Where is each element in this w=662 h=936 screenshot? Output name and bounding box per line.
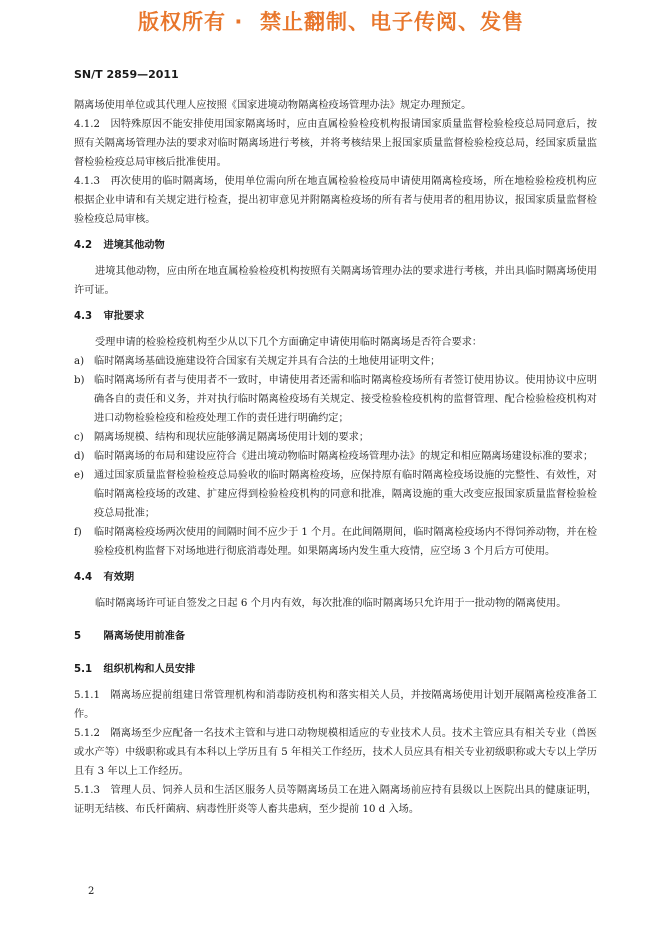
list-item-label: f) [74,527,82,538]
list-item [74,447,597,466]
section-title: 进境其他动物 [103,240,165,251]
list-item-text: 临时隔离场的布局和建设应符合《进出境动物临时隔离检疫场管理办法》的规定和相应隔离场建设标准的要求； [94,451,594,462]
list-item [74,352,597,371]
watermark: 版权所有 · 禁止翻制、电子传阅、发售 [138,10,524,34]
paragraph: 临时隔离场许可证自签发之日起 6 个月内有效，每次批准的临时隔离场只允许用于一批动物的隔离使用。 [95,598,567,609]
list-item-text: 临时隔离检疫场两次使用的间隔时间不应少于 1 个月。在此间隔期间，临时隔离检疫场内不得饲养动物，并在检验检疫机构监督下对场地进行彻底消毒处理。如果隔离场内发生重大疫情，应空场 3 个月后方可使用。 [94,527,597,557]
list-item [74,466,597,523]
list-item-label: d) [74,451,85,462]
section-number: 5.1 [74,664,93,675]
section-number: 5 [74,631,82,642]
list-item-text: 临时隔离场所有者与使用者不一致时，申请使用者还需和临时隔离检疫场所有者签订使用协议。使用协议中应明确各自的责任和义务，并对执行临时隔离检疫场有关规定、接受检验检疫机构的监督管理、配合检验检疫机构对进口动物检验检疫和检疫处理工作的责任进行明确约定； [94,375,597,424]
section-number: 4.2 [74,240,93,251]
list-item-text: 通过国家质量监督检验检疫总局验收的临时隔离检疫场，应保持原有临时隔离检疫场设施的完整性、有效性，对临时隔离检疫场的改建、扩建应得到检验检疫机构的同意和批准，隔离设施的重大改变应报国家质量监督检验检疫总局批准； [94,470,597,519]
paragraph: 5.1.2 隔离场至少应配备一名技术主管和与进口动物规模相适应的专业技术人员。技术主管应具有相关专业（兽医或水产等）中级职称或具有本科以上学历且有 5 年相关工作经历，技术人员应具有相关专业初级职称或大专以上学历且有 3 年以上工作经历。 [74,728,597,777]
list-item-label: b) [74,375,85,386]
section-heading [74,236,597,255]
list-item-text: 临时隔离场基础设施建设符合国家有关规定并具有合法的土地使用证明文件； [94,356,441,367]
section-heading [74,307,597,326]
paragraph: 5.1.3 管理人员、饲养人员和生活区服务人员等隔离场员工在进入隔离场前应持有县级以上医院出具的健康证明，证明无结核、布氏杆菌病、病毒性肝炎等人畜共患病，至少提前 10 d 入场。 [74,785,597,815]
section-heading [74,568,597,587]
list-item-label: c) [74,432,84,443]
paragraph: 5.1.1 隔离场应提前组建日常管理机构和消毒防疫机构和落实相关人员，并按隔离场使用计划开展隔离检疫准备工作。 [74,690,597,720]
section-title: 隔离场使用前准备 [103,631,186,642]
section-title: 组织机构和人员安排 [103,664,196,675]
list-item [74,428,597,447]
section-title: 有效期 [103,572,135,583]
list-item [74,371,597,428]
paragraph: 受理申请的检验检疫机构至少从以下几个方面确定申请使用临时隔离场是否符合要求： [95,337,483,348]
list-item-label: a) [74,356,85,367]
paragraph: 4.1.2 因特殊原因不能安排使用国家隔离场时，应由直属检验检疫机构报请国家质量监督检验检疫总局同意后，按照有关隔离场管理办法的要求对临时隔离场进行考核，并将考核结果上报国家质量监督检验检疫总局，经国家质量监督检验检疫总局审核后批准使用。 [74,119,597,168]
list-item [74,523,597,561]
paragraph: 进境其他动物，应由所在地直属检验检疫机构按照有关隔离场管理办法的要求进行考核，并出具临时隔离场使用许可证。 [74,266,597,296]
section-heading [74,660,597,679]
page-number: 2 [88,886,95,897]
standard-code: SN/T 2859—2011 [74,68,179,81]
section-number: 4.3 [74,311,93,322]
list-item-label: e) [74,470,85,481]
paragraph: 隔离场使用单位或其代理人应按照《国家进境动物隔离检疫场管理办法》规定办理预定。 [74,100,472,111]
section-title: 审批要求 [103,311,145,322]
paragraph: 4.1.3 再次使用的临时隔离场，使用单位需向所在地直属检验检疫局申请使用隔离检疫场，所在地检验检疫机构应根据企业申请和有关规定进行检查，提出初审意见并附隔离检疫场的所有者与使用者的租用协议，报国家质量监督检验检疫总局审核。 [74,176,597,225]
section-heading [74,627,597,646]
document-body [74,96,597,819]
section-number: 4.4 [74,572,93,583]
list-item-text: 隔离场规模、结构和现状应能够满足隔离场使用计划的要求； [94,432,370,443]
